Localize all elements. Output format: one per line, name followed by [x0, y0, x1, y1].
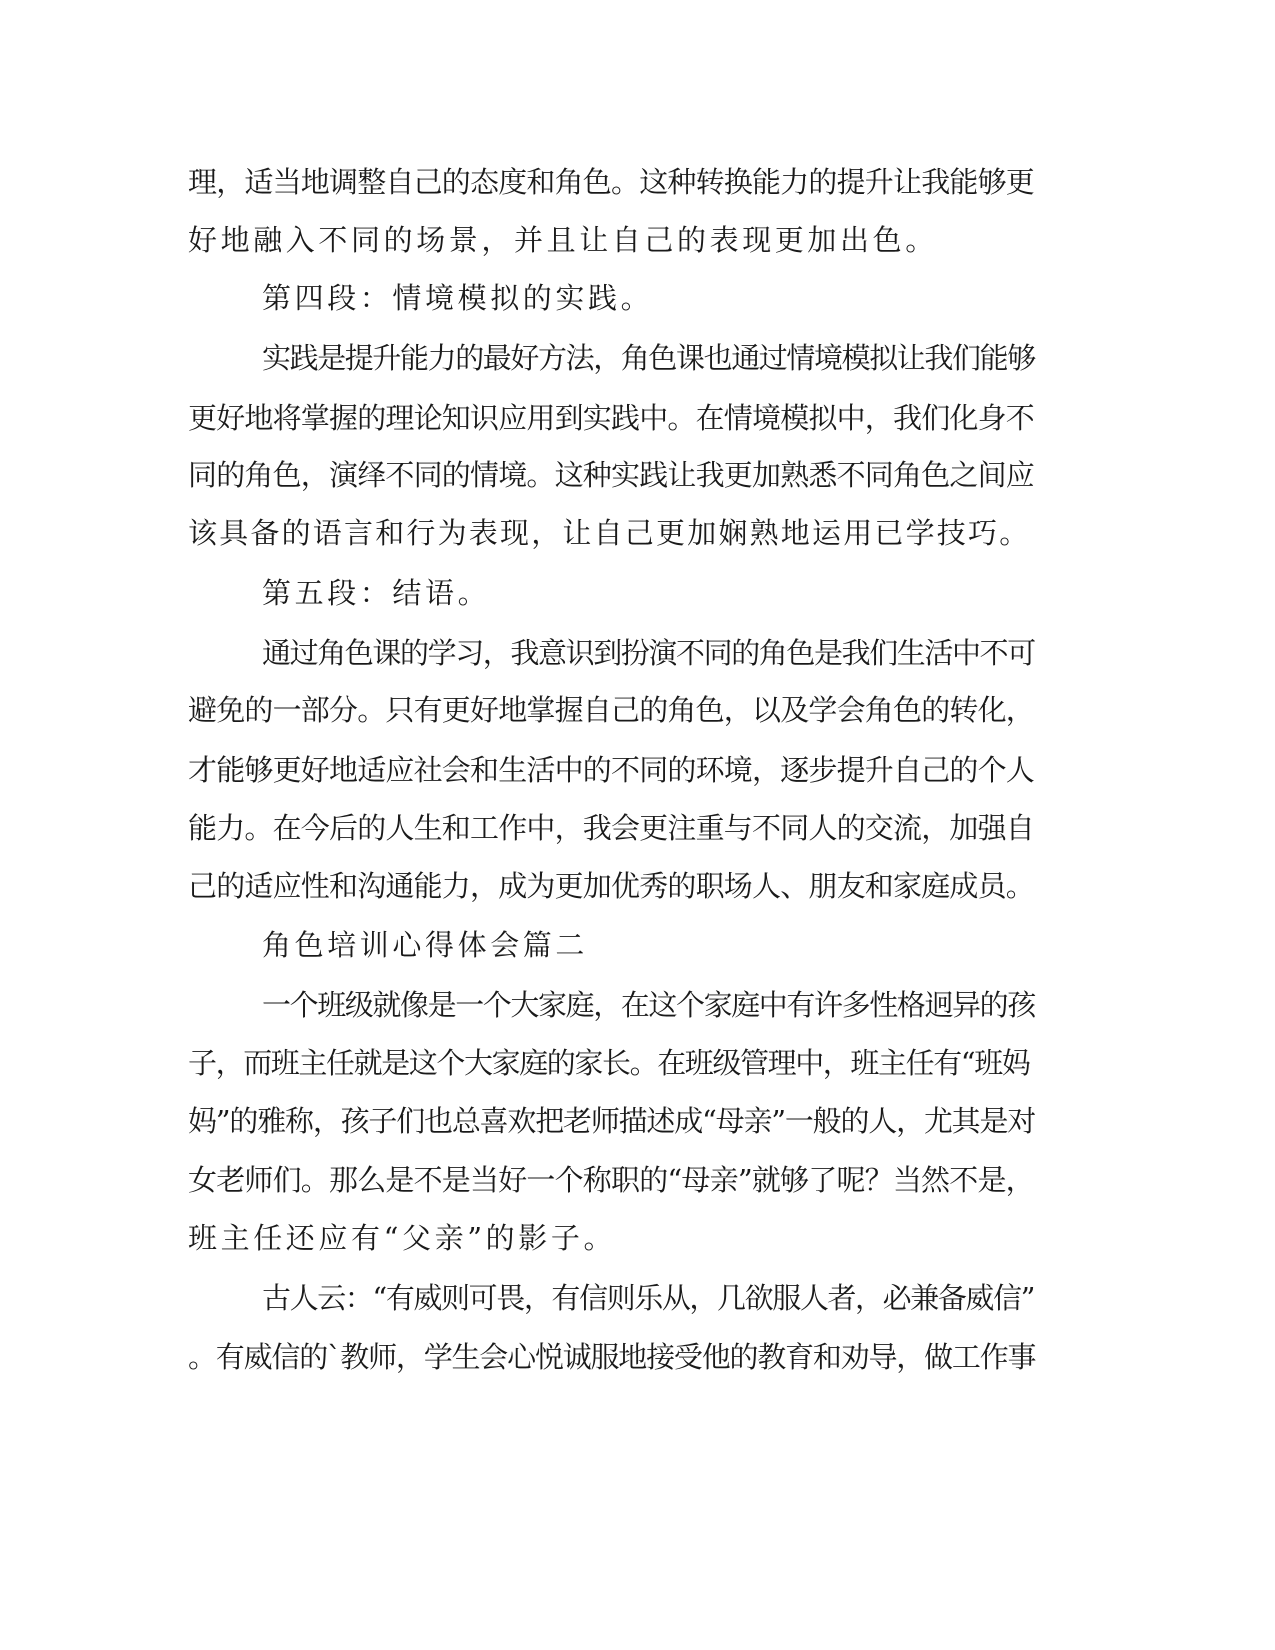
text-line: 能力。在今后的人生和工作中，我会更注重与不同人的交流，加强自	[188, 811, 1035, 845]
article-title: 角色培训心得体会篇二	[262, 928, 589, 962]
text-line: 该具备的语言和行为表现，让自己更加娴熟地运用已学技巧。	[188, 516, 1031, 550]
text-line: 。有威信的`教师，学生会心悦诚服地接受他的教育和劝导，做工作事	[188, 1340, 1036, 1374]
text-line: 更好地将掌握的理论知识应用到实践中。在情境模拟中，我们化身不	[188, 401, 1035, 435]
text-line: 子，而班主任就是这个大家庭的家长。在班级管理中，班主任有“班妈	[188, 1046, 1030, 1080]
text-line: 一个班级就像是一个大家庭，在这个家庭中有许多性格迥异的孩	[262, 988, 1035, 1022]
text-line: 班主任还应有“父亲”的影子。	[188, 1221, 617, 1255]
text-line: 女老师们。那么是不是当好一个称职的“母亲”就够了呢？当然不是，	[188, 1163, 1034, 1197]
text-line: 好地融入不同的场景，并且让自己的表现更加出色。	[188, 223, 938, 257]
text-line: 避免的一部分。只有更好地掌握自己的角色，以及学会角色的转化，	[188, 693, 1035, 727]
text-line: 才能够更好地适应社会和生活中的不同的环境，逐步提升自己的个人	[188, 753, 1035, 787]
text-line: 实践是提升能力的最好方法，角色课也通过情境模拟让我们能够	[262, 341, 1035, 375]
text-line: 同的角色，演绎不同的情境。这种实践让我更加熟悉不同角色之间应	[188, 458, 1035, 492]
section-heading: 第四段：情境模拟的实践。	[262, 281, 654, 315]
section-heading: 第五段：结语。	[262, 576, 491, 610]
text-line: 己的适应性和沟通能力，成为更加优秀的职场人、朋友和家庭成员。	[188, 869, 1035, 903]
text-line: 妈”的雅称，孩子们也总喜欢把老师描述成“母亲”一般的人，尤其是对	[188, 1104, 1036, 1138]
text-line: 理，适当地调整自己的态度和角色。这种转换能力的提升让我能够更	[188, 165, 1035, 199]
text-line: 古人云：“有威则可畏，有信则乐从，几欲服人者，必兼备威信”	[262, 1281, 1035, 1315]
text-line: 通过角色课的学习，我意识到扮演不同的角色是我们生活中不可	[262, 636, 1035, 670]
